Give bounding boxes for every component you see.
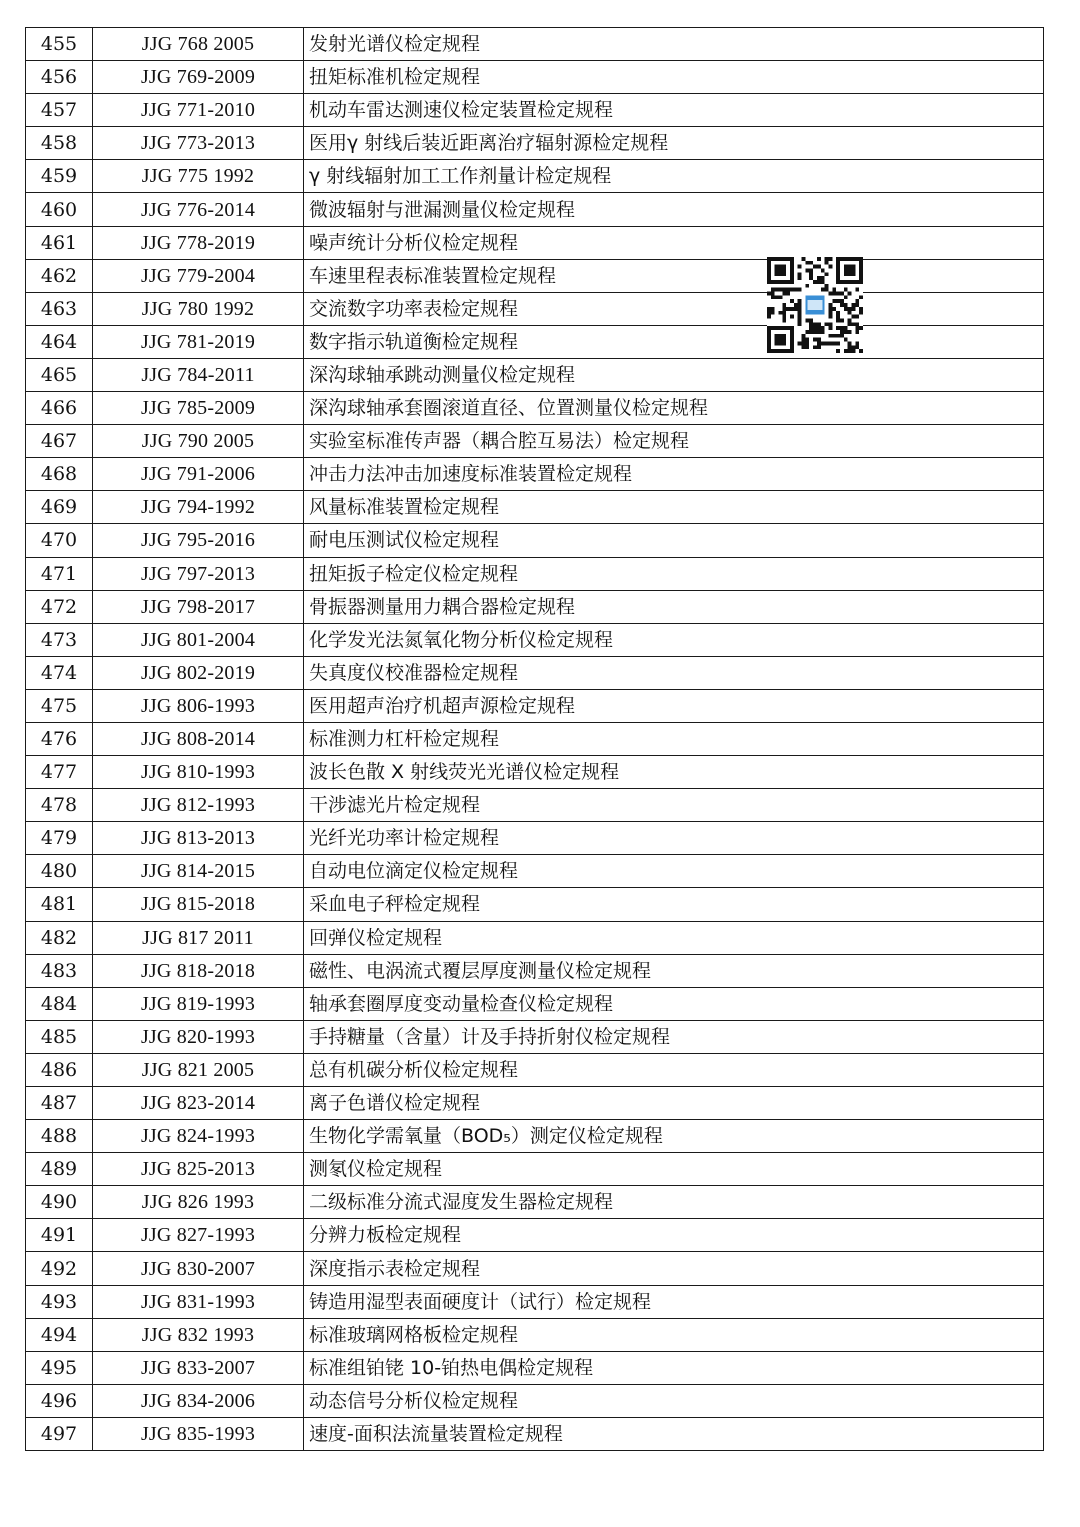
standard-name: 二级标准分流式湿度发生器检定规程 xyxy=(304,1186,1044,1219)
table-row xyxy=(26,789,1044,822)
standard-name: 医用超声治疗机超声源检定规程 xyxy=(304,689,1044,722)
row-number: 474 xyxy=(26,656,93,689)
standard-code: JJG 802-2019 xyxy=(93,656,304,689)
standard-name: 噪声统计分析仪检定规程 xyxy=(304,226,1044,259)
standard-code: JJG 833-2007 xyxy=(93,1351,304,1384)
row-number: 494 xyxy=(26,1318,93,1351)
standard-name: 标准组铂铑 10-铂热电偶检定规程 xyxy=(304,1351,1044,1384)
standard-code: JJG 827-1993 xyxy=(93,1219,304,1252)
row-number: 488 xyxy=(26,1120,93,1153)
standards-table xyxy=(25,27,1044,1451)
standard-name: 磁性、电涡流式覆层厚度测量仪检定规程 xyxy=(304,954,1044,987)
standard-name: 化学发光法氮氧化物分析仪检定规程 xyxy=(304,623,1044,656)
standard-name: 分辨力板检定规程 xyxy=(304,1219,1044,1252)
standard-code: JJG 776-2014 xyxy=(93,193,304,226)
table-row xyxy=(26,656,1044,689)
row-number: 489 xyxy=(26,1153,93,1186)
row-number: 475 xyxy=(26,689,93,722)
standard-name: 自动电位滴定仪检定规程 xyxy=(304,855,1044,888)
standard-name: 回弹仪检定规程 xyxy=(304,921,1044,954)
standard-name: 深度指示表检定规程 xyxy=(304,1252,1044,1285)
table-row xyxy=(26,921,1044,954)
standard-code: JJG 791-2006 xyxy=(93,458,304,491)
row-number: 466 xyxy=(26,392,93,425)
table-row xyxy=(26,1153,1044,1186)
standard-name: 轴承套圈厚度变动量检查仪检定规程 xyxy=(304,987,1044,1020)
table-row xyxy=(26,491,1044,524)
standard-name: 微波辐射与泄漏测量仪检定规程 xyxy=(304,193,1044,226)
table-row xyxy=(26,954,1044,987)
table-row xyxy=(26,590,1044,623)
standard-code: JJG 808-2014 xyxy=(93,722,304,755)
standard-code: JJG 779-2004 xyxy=(93,259,304,292)
standard-name: 数字指示轨道衡检定规程 xyxy=(304,325,1044,358)
row-number: 457 xyxy=(26,94,93,127)
standard-code: JJG 834-2006 xyxy=(93,1384,304,1417)
row-number: 495 xyxy=(26,1351,93,1384)
row-number: 497 xyxy=(26,1417,93,1450)
standard-code: JJG 806-1993 xyxy=(93,689,304,722)
standard-name: 波长色散 X 射线荧光光谱仪检定规程 xyxy=(304,756,1044,789)
row-number: 462 xyxy=(26,259,93,292)
standard-code: JJG 798-2017 xyxy=(93,590,304,623)
standard-name: 离子色谱仪检定规程 xyxy=(304,1087,1044,1120)
standard-code: JJG 813-2013 xyxy=(93,822,304,855)
standard-code: JJG 830-2007 xyxy=(93,1252,304,1285)
row-number: 471 xyxy=(26,557,93,590)
standard-code: JJG 797-2013 xyxy=(93,557,304,590)
row-number: 492 xyxy=(26,1252,93,1285)
table-row xyxy=(26,292,1044,325)
standard-code: JJG 778-2019 xyxy=(93,226,304,259)
standard-name: 测氡仪检定规程 xyxy=(304,1153,1044,1186)
table-row xyxy=(26,392,1044,425)
table-row xyxy=(26,689,1044,722)
standard-name: 标准玻璃网格板检定规程 xyxy=(304,1318,1044,1351)
standard-code: JJG 790 2005 xyxy=(93,425,304,458)
standard-name: 铸造用湿型表面硬度计（试行）检定规程 xyxy=(304,1285,1044,1318)
table-row xyxy=(26,193,1044,226)
table-row xyxy=(26,1219,1044,1252)
standard-code: JJG 769-2009 xyxy=(93,61,304,94)
standard-code: JJG 775 1992 xyxy=(93,160,304,193)
table-row xyxy=(26,160,1044,193)
row-number: 485 xyxy=(26,1020,93,1053)
table-row xyxy=(26,557,1044,590)
table-row xyxy=(26,1020,1044,1053)
standard-name: 失真度仪校准器检定规程 xyxy=(304,656,1044,689)
standard-name: 耐电压测试仪检定规程 xyxy=(304,524,1044,557)
row-number: 469 xyxy=(26,491,93,524)
row-number: 467 xyxy=(26,425,93,458)
standard-code: JJG 835-1993 xyxy=(93,1417,304,1450)
standard-code: JJG 785-2009 xyxy=(93,392,304,425)
row-number: 490 xyxy=(26,1186,93,1219)
table-row xyxy=(26,226,1044,259)
row-number: 477 xyxy=(26,756,93,789)
row-number: 496 xyxy=(26,1384,93,1417)
standard-code: JJG 794-1992 xyxy=(93,491,304,524)
row-number: 455 xyxy=(26,28,93,61)
standard-code: JJG 812-1993 xyxy=(93,789,304,822)
standard-code: JJG 773-2013 xyxy=(93,127,304,160)
row-number: 476 xyxy=(26,722,93,755)
standard-name: 动态信号分析仪检定规程 xyxy=(304,1384,1044,1417)
standard-name: 风量标准装置检定规程 xyxy=(304,491,1044,524)
standard-name: 采血电子秤检定规程 xyxy=(304,888,1044,921)
standard-code: JJG 831-1993 xyxy=(93,1285,304,1318)
standard-code: JJG 826 1993 xyxy=(93,1186,304,1219)
row-number: 487 xyxy=(26,1087,93,1120)
row-number: 473 xyxy=(26,623,93,656)
table-body xyxy=(26,28,1044,1451)
table-row xyxy=(26,1120,1044,1153)
row-number: 464 xyxy=(26,325,93,358)
standard-name: 光纤光功率计检定规程 xyxy=(304,822,1044,855)
standard-code: JJG 810-1993 xyxy=(93,756,304,789)
table-row xyxy=(26,1318,1044,1351)
table-row xyxy=(26,822,1044,855)
standard-name: 交流数字功率表检定规程 xyxy=(304,292,1044,325)
standard-name: 干涉滤光片检定规程 xyxy=(304,789,1044,822)
row-number: 461 xyxy=(26,226,93,259)
standard-name: 扭矩标准机检定规程 xyxy=(304,61,1044,94)
row-number: 470 xyxy=(26,524,93,557)
table-row xyxy=(26,1252,1044,1285)
table-row xyxy=(26,28,1044,61)
row-number: 483 xyxy=(26,954,93,987)
table-row xyxy=(26,1384,1044,1417)
standard-name: 实验室标准传声器（耦合腔互易法）检定规程 xyxy=(304,425,1044,458)
row-number: 463 xyxy=(26,292,93,325)
table-row xyxy=(26,425,1044,458)
table-row xyxy=(26,458,1044,491)
table-row xyxy=(26,722,1044,755)
standard-code: JJG 823-2014 xyxy=(93,1087,304,1120)
standard-code: JJG 817 2011 xyxy=(93,921,304,954)
standard-code: JJG 824-1993 xyxy=(93,1120,304,1153)
table-row xyxy=(26,61,1044,94)
row-number: 478 xyxy=(26,789,93,822)
standard-name: 手持糖量（含量）计及手持折射仪检定规程 xyxy=(304,1020,1044,1053)
row-number: 493 xyxy=(26,1285,93,1318)
standard-code: JJG 814-2015 xyxy=(93,855,304,888)
standard-code: JJG 819-1993 xyxy=(93,987,304,1020)
table-row xyxy=(26,756,1044,789)
standard-code: JJG 768 2005 xyxy=(93,28,304,61)
standard-name: 深沟球轴承跳动测量仪检定规程 xyxy=(304,358,1044,391)
table-row xyxy=(26,1053,1044,1086)
table-row xyxy=(26,325,1044,358)
table-row xyxy=(26,127,1044,160)
standard-name: 扭矩扳子检定仪检定规程 xyxy=(304,557,1044,590)
row-number: 480 xyxy=(26,855,93,888)
table-row xyxy=(26,94,1044,127)
standard-name: γ 射线辐射加工工作剂量计检定规程 xyxy=(304,160,1044,193)
standard-code: JJG 801-2004 xyxy=(93,623,304,656)
row-number: 484 xyxy=(26,987,93,1020)
standard-code: JJG 781-2019 xyxy=(93,325,304,358)
table-row xyxy=(26,358,1044,391)
row-number: 481 xyxy=(26,888,93,921)
table-row xyxy=(26,259,1044,292)
row-number: 460 xyxy=(26,193,93,226)
standard-code: JJG 825-2013 xyxy=(93,1153,304,1186)
table-row xyxy=(26,888,1044,921)
standard-code: JJG 832 1993 xyxy=(93,1318,304,1351)
row-number: 486 xyxy=(26,1053,93,1086)
standard-name: 总有机碳分析仪检定规程 xyxy=(304,1053,1044,1086)
row-number: 491 xyxy=(26,1219,93,1252)
table-row xyxy=(26,1285,1044,1318)
row-number: 468 xyxy=(26,458,93,491)
qr-code-icon xyxy=(767,257,863,353)
standard-code: JJG 818-2018 xyxy=(93,954,304,987)
standard-name: 生物化学需氧量（BOD₅）测定仪检定规程 xyxy=(304,1120,1044,1153)
table-row xyxy=(26,987,1044,1020)
row-number: 479 xyxy=(26,822,93,855)
table-row xyxy=(26,623,1044,656)
row-number: 458 xyxy=(26,127,93,160)
standard-name: 机动车雷达测速仪检定装置检定规程 xyxy=(304,94,1044,127)
table-row xyxy=(26,1186,1044,1219)
standard-name: 深沟球轴承套圈滚道直径、位置测量仪检定规程 xyxy=(304,392,1044,425)
table-row xyxy=(26,1351,1044,1384)
table-row xyxy=(26,524,1044,557)
table-row xyxy=(26,1087,1044,1120)
standard-name: 标准测力杠杆检定规程 xyxy=(304,722,1044,755)
row-number: 459 xyxy=(26,160,93,193)
table-row xyxy=(26,855,1044,888)
row-number: 456 xyxy=(26,61,93,94)
standard-name: 骨振器测量用力耦合器检定规程 xyxy=(304,590,1044,623)
standard-name: 冲击力法冲击加速度标准装置检定规程 xyxy=(304,458,1044,491)
standard-name: 医用γ 射线后装近距离治疗辐射源检定规程 xyxy=(304,127,1044,160)
table-row xyxy=(26,1417,1044,1450)
standard-name: 速度-面积法流量装置检定规程 xyxy=(304,1417,1044,1450)
standard-code: JJG 780 1992 xyxy=(93,292,304,325)
standard-code: JJG 820-1993 xyxy=(93,1020,304,1053)
standard-name: 车速里程表标准装置检定规程 xyxy=(304,259,1044,292)
standard-code: JJG 771-2010 xyxy=(93,94,304,127)
row-number: 472 xyxy=(26,590,93,623)
standard-code: JJG 795-2016 xyxy=(93,524,304,557)
row-number: 482 xyxy=(26,921,93,954)
standard-name: 发射光谱仪检定规程 xyxy=(304,28,1044,61)
standard-code: JJG 821 2005 xyxy=(93,1053,304,1086)
standard-code: JJG 784-2011 xyxy=(93,358,304,391)
row-number: 465 xyxy=(26,358,93,391)
standard-code: JJG 815-2018 xyxy=(93,888,304,921)
